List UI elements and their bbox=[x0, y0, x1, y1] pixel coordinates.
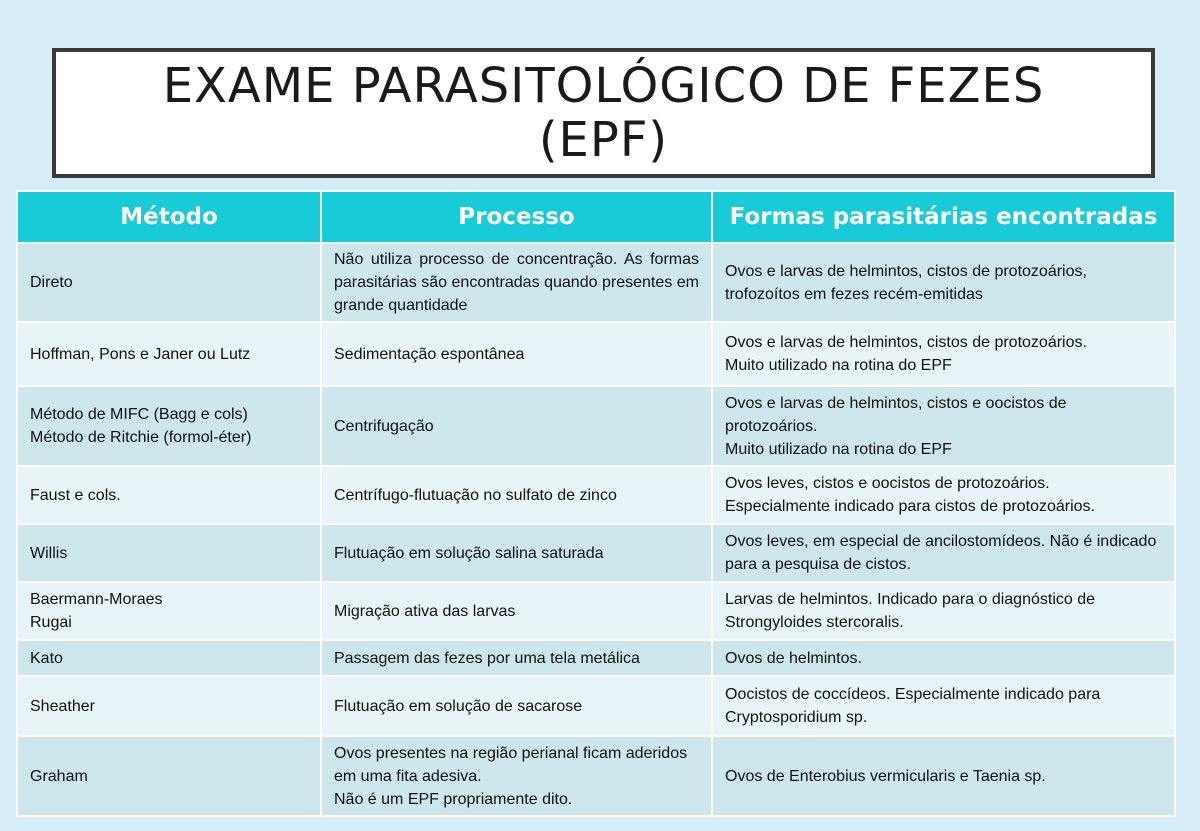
cell-metodo: Direto bbox=[17, 243, 321, 322]
cell-processo: Centrifugação bbox=[321, 386, 712, 466]
cell-formas: Ovos de Enterobius vermicularis e Taenia sp. bbox=[712, 736, 1175, 816]
table-row bbox=[17, 243, 1175, 322]
epf-methods-table bbox=[16, 190, 1176, 817]
cell-formas: Ovos leves, cistos e oocistos de protozoários. Especialmente indicado para cistos de protozoários. bbox=[712, 466, 1175, 524]
cell-processo: Flutuação em solução de sacarose bbox=[321, 676, 712, 736]
table-row bbox=[17, 582, 1175, 640]
cell-metodo: Método de MIFC (Bagg e cols) Método de Ritchie (formol-éter) bbox=[17, 386, 321, 466]
page-title: EXAME PARASITOLÓGICO DE FEZES (EPF) bbox=[162, 58, 1045, 168]
table-row bbox=[17, 736, 1175, 816]
cell-metodo: Kato bbox=[17, 640, 321, 676]
table-row bbox=[17, 386, 1175, 466]
cell-formas: Oocistos de coccídeos. Especialmente indicado para Cryptosporidium sp. bbox=[712, 676, 1175, 736]
table-header-row bbox=[17, 191, 1175, 243]
table-row bbox=[17, 524, 1175, 582]
cell-processo: Migração ativa das larvas bbox=[321, 582, 712, 640]
table-row bbox=[17, 466, 1175, 524]
cell-metodo: Faust e cols. bbox=[17, 466, 321, 524]
cell-processo: Centrífugo-flutuação no sulfato de zinco bbox=[321, 466, 712, 524]
header-formas: Formas parasitárias encontradas bbox=[712, 191, 1175, 243]
cell-formas: Ovos e larvas de helmintos, cistos e oocistos de protozoários. Muito utilizado na rotina do EPF bbox=[712, 386, 1175, 466]
cell-processo: Ovos presentes na região perianal ficam aderidos em uma fita adesiva. Não é um EPF propriamente dito. bbox=[321, 736, 712, 816]
cell-metodo: Baermann-Moraes Rugai bbox=[17, 582, 321, 640]
table-row bbox=[17, 322, 1175, 386]
cell-metodo: Graham bbox=[17, 736, 321, 816]
cell-metodo: Willis bbox=[17, 524, 321, 582]
cell-processo: Passagem das fezes por uma tela metálica bbox=[321, 640, 712, 676]
cell-formas: Ovos de helmintos. bbox=[712, 640, 1175, 676]
cell-formas: Ovos e larvas de helmintos, cistos de protozoários. Muito utilizado na rotina do EPF bbox=[712, 322, 1175, 386]
cell-processo: Sedimentação espontânea bbox=[321, 322, 712, 386]
table-row bbox=[17, 640, 1175, 676]
cell-metodo: Sheather bbox=[17, 676, 321, 736]
header-processo: Processo bbox=[321, 191, 712, 243]
header-metodo: Método bbox=[17, 191, 321, 243]
cell-processo: Não utiliza processo de concentração. As formas parasitárias são encontradas quando presentes em grande quantidade bbox=[321, 243, 712, 322]
table-row bbox=[17, 676, 1175, 736]
cell-formas: Larvas de helmintos. Indicado para o diagnóstico de Strongyloides stercoralis. bbox=[712, 582, 1175, 640]
cell-formas: Ovos leves, em especial de ancilostomídeos. Não é indicado para a pesquisa de cistos. bbox=[712, 524, 1175, 582]
cell-processo: Flutuação em solução salina saturada bbox=[321, 524, 712, 582]
cell-metodo: Hoffman, Pons e Janer ou Lutz bbox=[17, 322, 321, 386]
title-box bbox=[52, 48, 1155, 178]
cell-formas: Ovos e larvas de helmintos, cistos de protozoários, trofozoítos em fezes recém-emitidas bbox=[712, 243, 1175, 322]
